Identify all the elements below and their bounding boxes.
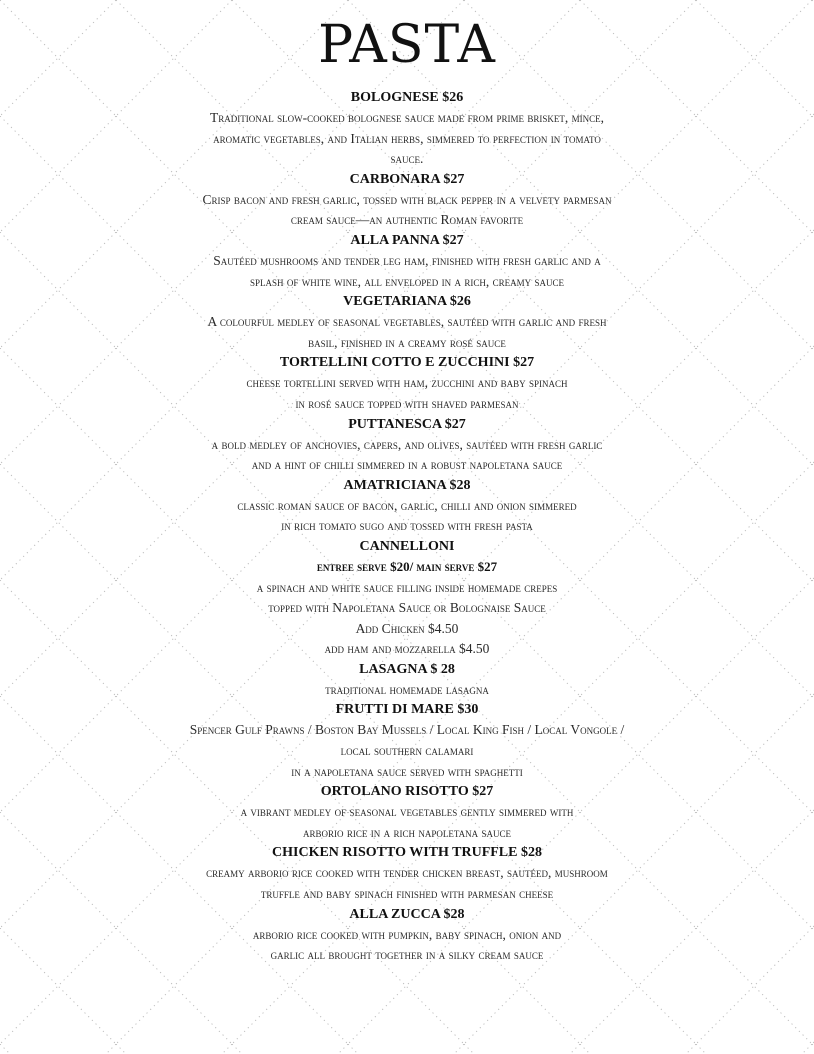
description-line: classic roman sauce of bacon, garlic, chilli and onion simmered [237,497,577,513]
menu-item [0,353,814,414]
menu-item-name: ORTOLANO RISOTTO $27 [320,784,494,800]
menu-item-serve-prices: entree serve $20/ main serve $27 [316,558,498,574]
description-line: cheese tortellini served with ham, zucchini and baby spinach [246,375,568,391]
description-line: and a hint of chilli simmered in a robust napoletana sauce [251,457,563,473]
menu-item-name: CANNELLONI [359,538,455,554]
menu-item-name: FRUTTI DI MARE $30 [335,702,479,718]
pasta-menu [0,14,814,966]
page-title: PASTA [318,15,496,75]
description-line: Crisp bacon and fresh garlic, tossed with black pepper in a velvety parmesan [202,191,612,207]
menu-item-description [127,496,687,537]
menu-item [0,843,814,904]
menu-item-description [127,190,687,231]
description-line: Sautéed mushrooms and tender leg ham, finished with fresh garlic and a [213,252,601,268]
description-line: splash of white wine, all enveloped in a rich, creamy sauce [250,273,564,289]
description-line: Spencer Gulf Prawns / Boston Bay Mussels / Local King Fish / Local Vongole / [189,722,625,738]
description-line: creamy arborio rice cooked with tender chicken breast, sautéed, mushroom [206,865,608,881]
menu-item [0,292,814,353]
description-line: topped with Napoletana Sauce or Bolognaise Sauce [268,600,546,616]
menu-item-description [127,108,687,170]
menu-item-name: PUTTANESCA $27 [348,416,466,432]
description-line: a vibrant medley of seasonal vegetables gently simmered with [240,804,574,820]
description-line: arborio rice cooked with pumpkin, baby spinach, onion and [252,926,562,942]
menu-item-description [127,680,687,701]
menu-item-description [127,925,687,966]
menu-item-description [127,578,687,660]
description-line: Add Chicken $4.50 [355,620,459,636]
menu-item [0,660,814,701]
menu-item [0,700,814,782]
menu-item-name: CARBONARA $27 [349,171,465,187]
menu-item-name: CHICKEN RISOTTO WITH TRUFFLE $28 [272,845,542,861]
menu-item-name: TORTELLINI COTTO E ZUCCHINI $27 [279,355,535,371]
description-line: a spinach and white sauce filling inside homemade crepes [256,579,558,595]
description-line: garlic all brought together in a silky cream sauce [270,947,544,963]
menu-item [0,231,814,292]
menu-item [0,782,814,843]
menu-item-name: ALLA PANNA $27 [350,232,464,248]
menu-item-description [127,251,687,292]
description-line: in rosé sauce topped with shaved parmesan [295,395,519,411]
menu-item [0,88,814,170]
description-line: arborio rice in a rich napoletana sauce [302,824,512,840]
menu-item-description [127,802,687,843]
description-line: traditional homemade lasagna [325,681,489,697]
menu-item-name: VEGETARIANA $26 [343,294,471,310]
description-line: Traditional slow-cooked bolognese sauce made from prime brisket, mince, [210,110,604,125]
menu-item [0,905,814,966]
menu-item-description [127,373,687,414]
description-line: aromatic vegetables, and Italian herbs, simmered to perfection in tomato [213,130,601,146]
description-line: add ham and mozzarella $4.50 [324,641,490,657]
description-line: sauce. [390,151,424,167]
description-line: in a napoletana sauce served with spaghetti [291,763,523,779]
menu-item-name: AMATRICIANA $28 [343,477,471,493]
description-line: a bold medley of anchovies, capers, and olives, sautéed with fresh garlic [211,436,603,452]
description-line: in rich tomato sugo and tossed with fresh pasta [281,518,533,534]
menu-item [0,537,814,660]
menu-items [0,88,814,966]
description-line: A colourful medley of seasonal vegetables, sautéed with garlic and fresh [207,314,607,330]
menu-item [0,415,814,476]
description-line: truffle and baby spinach finished with parmesan cheese [260,886,554,902]
menu-item-description [127,863,687,904]
menu-item-name: LASAGNA $ 28 [359,661,455,677]
description-line: basil, finished in a creamy rosé sauce [308,334,506,350]
menu-item-name: ALLA ZUCCA $28 [349,906,465,922]
description-line: cream sauce—an authentic Roman favorite [290,212,524,228]
menu-item-description [127,720,687,782]
menu-item [0,476,814,537]
menu-item [0,170,814,231]
menu-item-description [127,312,687,353]
menu-item-description [127,435,687,476]
menu-item-name: BOLOGNESE $26 [350,90,464,105]
description-line: local southern calamari [340,743,474,759]
